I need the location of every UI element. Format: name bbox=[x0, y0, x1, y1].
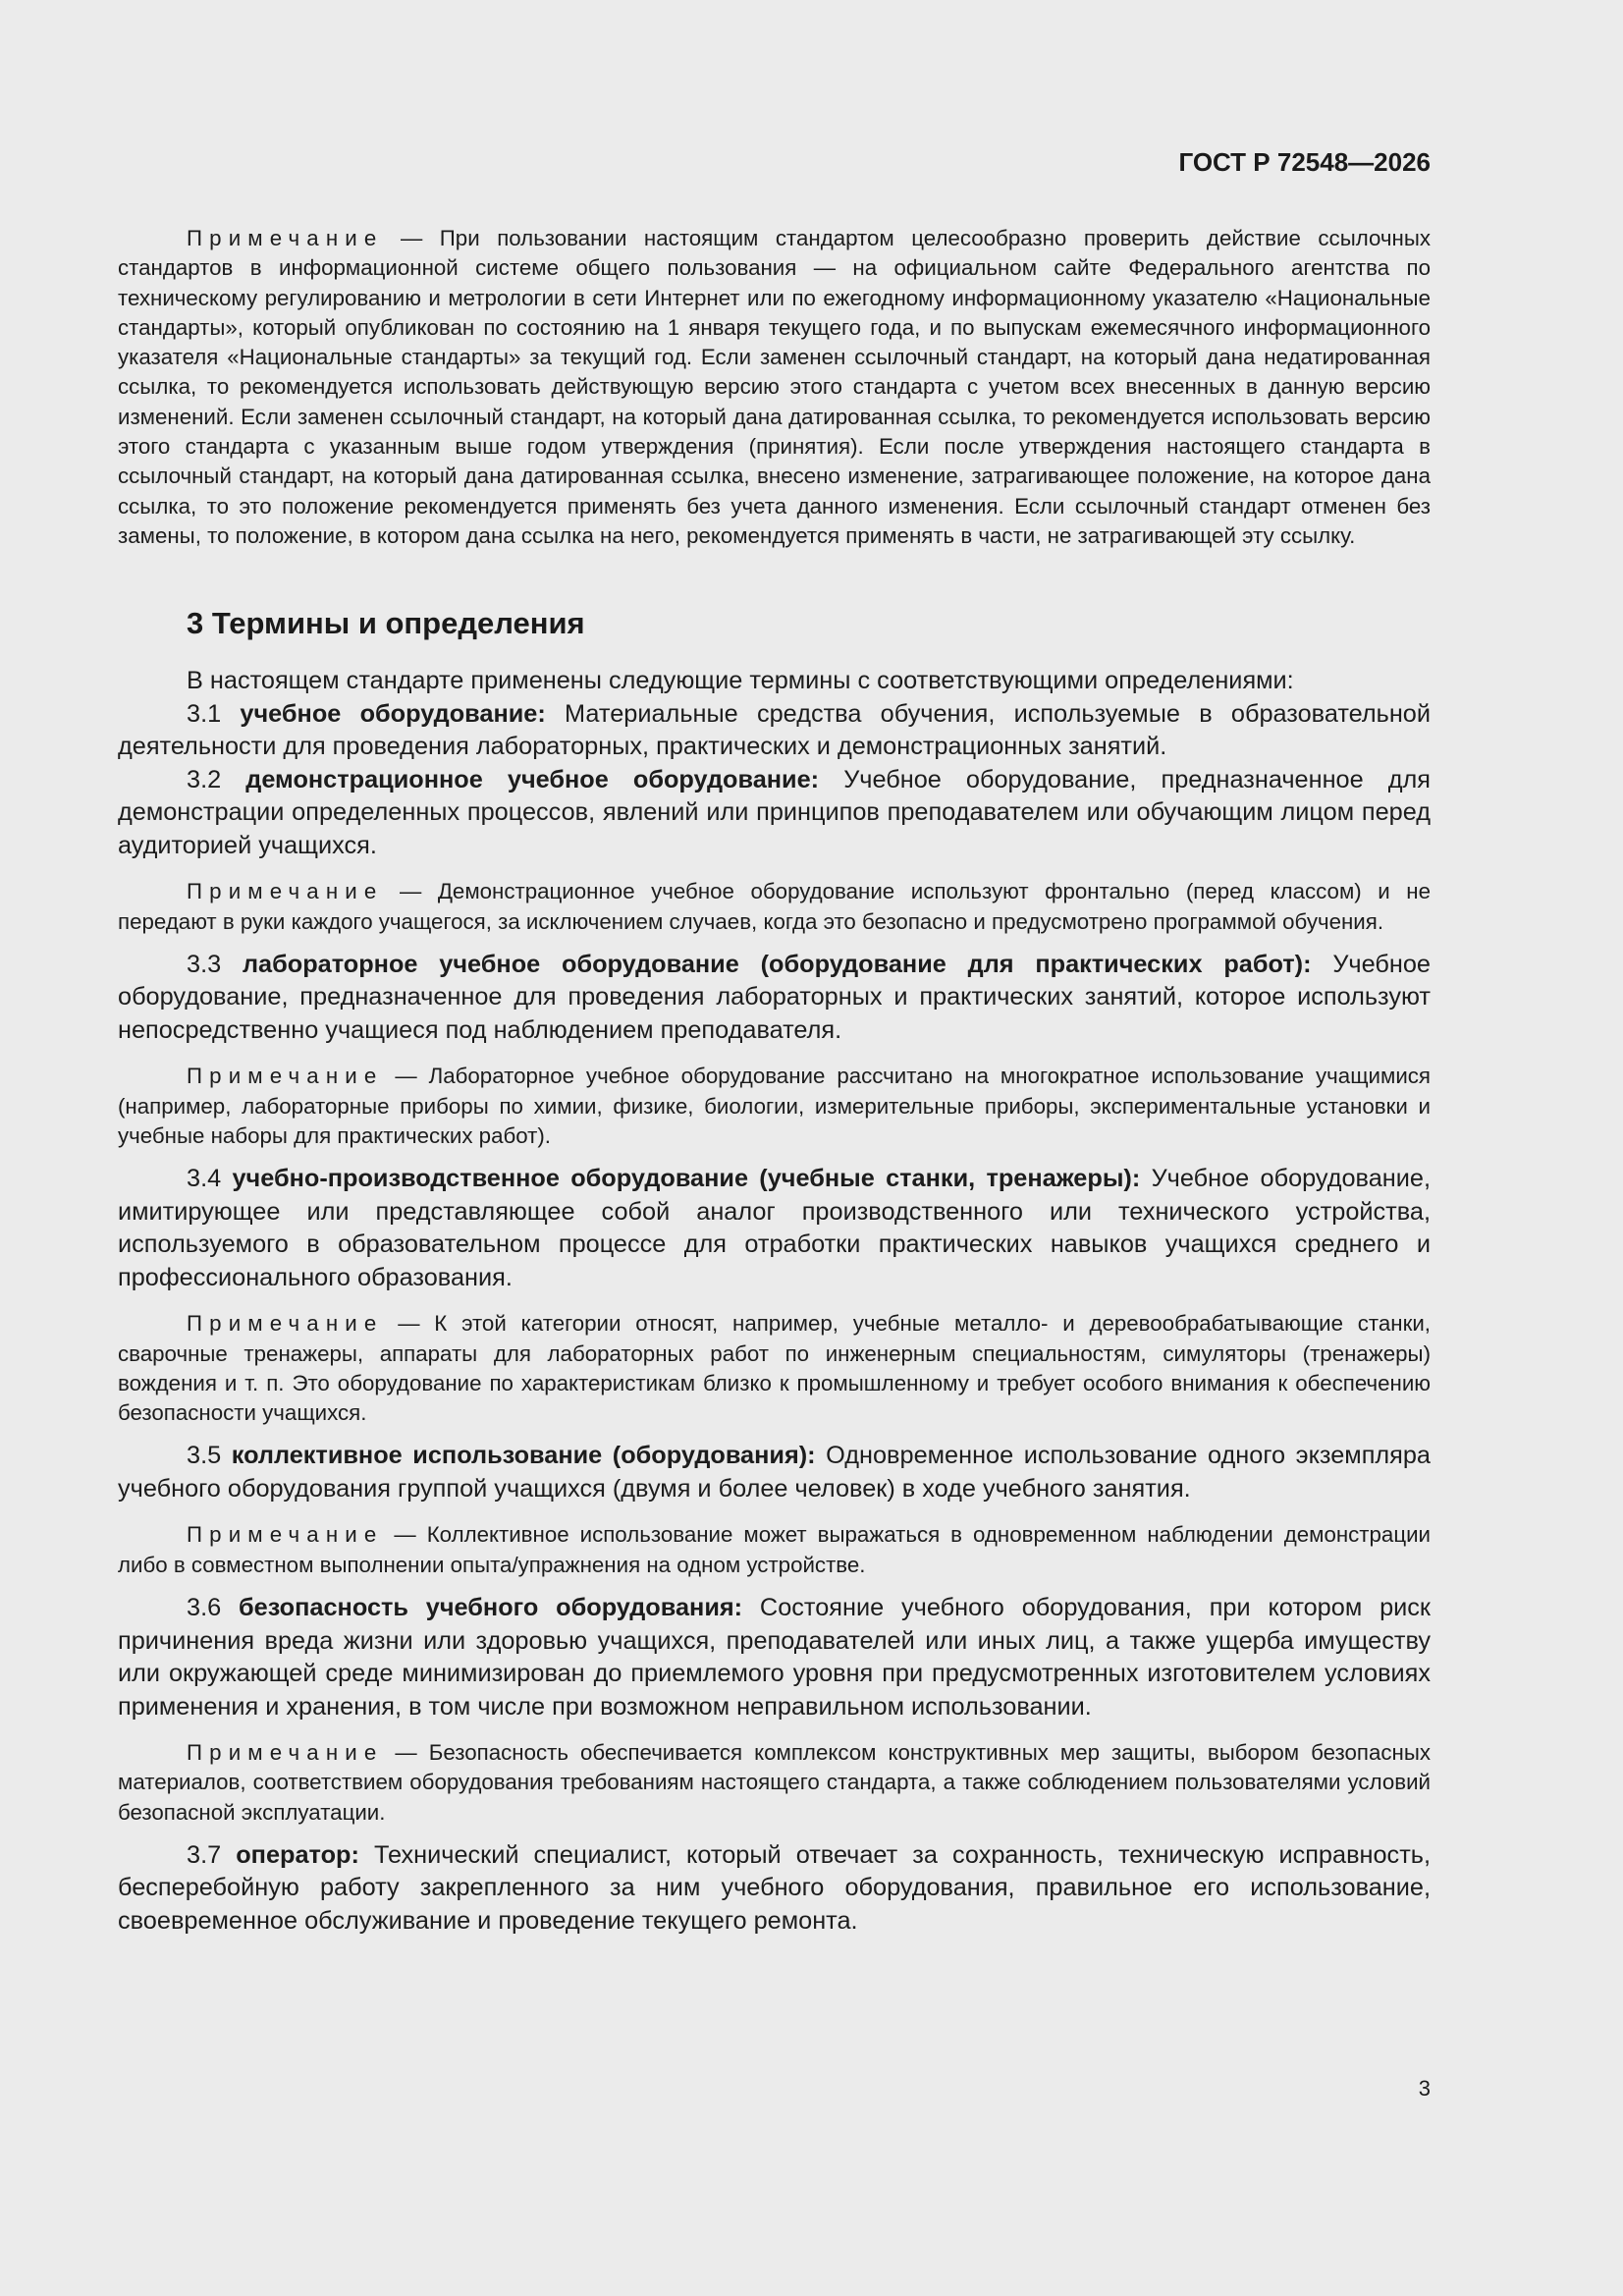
page-content bbox=[118, 224, 1431, 1938]
term-3-2-note bbox=[118, 877, 1431, 937]
section-lead: В настоящем стандарте применены следующие термины с соответствующими определениями: bbox=[187, 667, 1294, 695]
term-3-5-note bbox=[118, 1520, 1431, 1580]
note-label: Примечание bbox=[187, 226, 384, 250]
note-label: Примечание bbox=[187, 1311, 384, 1337]
term-definition: Материальные средства обучения, используемые в образовательной деятельности для проведения лабораторных, практических и демонстрационных занятий. bbox=[118, 699, 1431, 761]
term-3-4 bbox=[118, 1163, 1431, 1294]
term-3-5 bbox=[118, 1440, 1431, 1505]
note-text: — При пользовании настоящим стандартом целесообразно проверить действие ссылочных стандартов в информационной системе общего пользования — на официальном сайте Федерального агентства по техническому регулированию и метрологии в сети Интернет или по ежегодному информационному указателю «Национальные стандарты», который опубликован по состоянию на 1 января текущего года, и по выпускам ежемесячного информационного указателя «Национальные стандарты» за текущий год. Если заменен ссылочный стандарт, на который дана недатированная ссылка, то рекомендуется использовать действующую версию этого стандарта с учетом всех внесенных в данную версию изменений. Если заменен ссылочный стандарт, на который дана датированная ссылка, то рекомендуется использовать версию этого стандарта с указанным выше годом утверждения (принятия). Если после утверждения настоящего стандарта в ссылочный стандарт, на который дана датированная ссылка, внесено изменение, затрагивающее положение, на которое дана ссылка, то это положение рекомендуется применять без учета данного изменения. Если ссылочный стандарт отменен без замены, то положение, в котором дана ссылка на него, рекомендуется применять в части, не затрагивающей эту ссылку. bbox=[118, 226, 1431, 548]
term-name: лабораторное учебное оборудование (оборудование для практических работ): bbox=[242, 950, 1312, 978]
note-text: — К этой категории относят, например, учебные металло- и деревообрабатывающие станки, сварочные тренажеры, аппараты для лабораторных работ по инженерным специальностям, симуляторы (тренажеры) вождения и т. п. Это оборудование по характеристикам близко к промышленному и требует особого внимания к обеспечению безопасности учащихся. bbox=[118, 1311, 1431, 1426]
term-number: 3.1 bbox=[187, 699, 241, 728]
term-3-7 bbox=[118, 1839, 1431, 1939]
note-text: — Лабораторное учебное оборудование рассчитано на многократное использование учащимися (например, лабораторные приборы по химии, физике, биологии, измерительные приборы, экспериментальные установки и учебные наборы для практических работ). bbox=[118, 1064, 1431, 1148]
note-text: — Безопасность обеспечивается комплексом конструктивных мер защиты, выбором безопасных материалов, соответствием оборудования требованиям настоящего стандарта, а также соблюдением пользователями условий безопасной эксплуатации. bbox=[118, 1740, 1431, 1825]
note-label: Примечание bbox=[187, 1064, 384, 1089]
term-definition: Одновременное использование одного экземпляра учебного оборудования группой учащихся (двумя и более человек) в ходе учебного занятия. bbox=[118, 1442, 1431, 1503]
term-3-6-note bbox=[118, 1738, 1431, 1828]
term-number: 3.2 bbox=[187, 765, 246, 793]
term-number: 3.5 bbox=[187, 1442, 232, 1470]
term-number: 3.4 bbox=[187, 1165, 233, 1193]
term-3-3 bbox=[118, 949, 1431, 1048]
page-number: 3 bbox=[1418, 2076, 1431, 2101]
intro-note bbox=[118, 224, 1431, 551]
term-name: безопасность учебного оборудования: bbox=[239, 1594, 743, 1622]
term-name: учебно-производственное оборудование (учебные станки, тренажеры): bbox=[232, 1165, 1141, 1193]
term-number: 3.6 bbox=[187, 1594, 240, 1622]
note-text: — Коллективное использование может выражаться в одновременном наблюдении демонстрации либо в совместном выполнении опыта/упражнения на одном устройстве. bbox=[118, 1522, 1431, 1577]
term-3-4-note bbox=[118, 1309, 1431, 1428]
term-number: 3.7 bbox=[187, 1840, 237, 1869]
document-code: ГОСТ Р 72548—2026 bbox=[1178, 147, 1431, 177]
section-title: 3 Термины и определения bbox=[187, 606, 585, 641]
note-label: Примечание bbox=[187, 1522, 384, 1548]
term-definition: Учебное оборудование, предназначенное для демонстрации определенных процессов, явлений или принципов преподавателем или обучающим лицом перед аудиторией учащихся. bbox=[118, 765, 1432, 859]
term-3-2 bbox=[118, 764, 1431, 863]
term-name: демонстрационное учебное оборудование: bbox=[245, 765, 820, 793]
term-3-1 bbox=[118, 698, 1431, 764]
term-3-3-note bbox=[118, 1062, 1431, 1151]
term-definition: Технический специалист, который отвечает за сохранность, техническую исправность, бесперебойную работу закрепленного за ним учебного оборудования, правильное его использование, своевременное обслуживание и проведение текущего ремонта. bbox=[118, 1840, 1431, 1935]
term-name: учебное оборудование: bbox=[240, 699, 546, 728]
note-text: — Демонстрационное учебное оборудование используют фронтально (перед классом) и не передают в руки каждого учащегося, за исключением случаев, когда это безопасно и предусмотрено программой обучения. bbox=[118, 879, 1431, 934]
term-definition: Состояние учебного оборудования, при котором риск причинения вреда жизни или здоровью учащихся, преподавателей или иных лиц, а также ущерба имуществу или окружающей среде минимизирован до приемлемого уровня при предусмотренных изготовителем условиях применения и хранения, в том числе при возможном неправильном использовании. bbox=[118, 1594, 1431, 1721]
term-number: 3.3 bbox=[187, 950, 243, 978]
term-name: оператор: bbox=[236, 1840, 359, 1869]
note-label: Примечание bbox=[187, 1740, 384, 1766]
note-label: Примечание bbox=[187, 879, 384, 904]
term-name: коллективное использование (оборудования): bbox=[231, 1442, 816, 1470]
term-3-6 bbox=[118, 1592, 1431, 1723]
term-definition: Учебное оборудование, предназначенное для проведения лабораторных и практических занятий, которое используют непосредственно учащиеся под наблюдением преподавателя. bbox=[118, 950, 1431, 1044]
term-definition: Учебное оборудование, имитирующее или представляющее собой аналог производственного или технического устройства, используемого в образовательном процессе для отработки практических навыков учащихся среднего и профессионального образования. bbox=[118, 1165, 1431, 1291]
